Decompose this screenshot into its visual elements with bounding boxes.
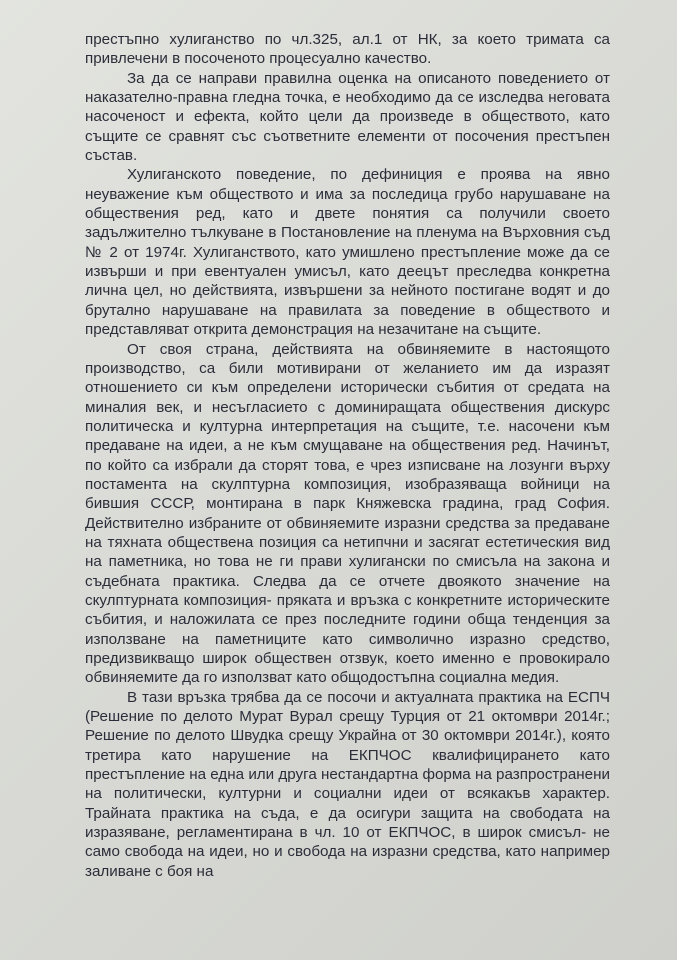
paragraph-1: престъпно хулиганство по чл.325, ал.1 от НК, за което тримата са привлечени в посоченото процесуално качество. [85,31,610,68]
paragraph-5: В тази връзка трябва да се посочи и актуалната практика на ЕСПЧ (Решение по делото Мурат Вурал срещу Турция от 21 октомври 2014г.; Решение по делото Швудка срещу Украйна от 30 октомври 2014г.), която третира като нарушение на ЕКПЧОС квалифицирането като престъпление на една или друга нестандартна форма на разпространени на политически, културни и социални идеи от всякакъв характер. Трайната практика на съда, е да осигури защита на свободата на изразяване, регламентирана в чл. 10 от ЕКПЧОС, в широк смисъл- не само свобода на идеи, но и свобода на изразни средства, като например заливане с боя на [85,688,610,880]
paragraph-3: Хулиганското поведение, по дефиниция е проява на явно неуважение към обществото и има за последица грубо нарушаване на обществения ред, като и двете понятия са получили своето задължително тълкуване в Постановление на пленума на Върховния съд № 2 от 1974г. Хулиганството, като умишлено престъпление може да се извърши и при евентуален умисъл, като деецът преследва конкретна лична цел, но действията, извършени за нейното постигане водят и до брутално нарушаване на правилата за поведение в обществото и представляват открита демонстрация на незачитане на същите. [85,166,610,339]
paragraph-4: От своя страна, действията на обвиняемите в настоящото производство, са били мотивирани от желанието им да изразят отношението си към определени исторически събития от средата на миналия век, и несъгласието с доминиращата обществения дискурс политическа и културна интерпретация на същите, т.е. насочени към предаване на идеи, а не към смущаване на обществения ред. Начинът, по който са избрали да сторят това, е чрез изписване на лозунги върху постамента на скулптурна композиция, изобразяваща войници на бившия СССР, монтирана в парк Княжевска градина, град София. Действително избраните от обвиняемите изразни средства за предаване на тяхната обществена позиция са нетипчни и засягат естетическия вид на паметника, но това не ги прави хулигански по смисъла на закона и съдебната практика. Следва да се отчете двоякото значение на скулптурната композиция- пряката и връзка с конкретните историческите събития, и наложилата се през последните години обща тенденция за използване на паметниците като символично изразно средство, предизвикващо широк обществен отзвук, което именно е провокирало обвиняемите да го използват като общодостъпна социална медия. [85,340,610,687]
document-body [85,30,610,881]
paragraph-2: За да се направи правилна оценка на описаното поведението от наказателно-правна гледна точка, е необходимо да се изследва неговата насоченост и ефекта, който цели да произведе в обществото, като същите се сравнят със съответните елементи от посочения престъпен състав. [85,69,610,165]
